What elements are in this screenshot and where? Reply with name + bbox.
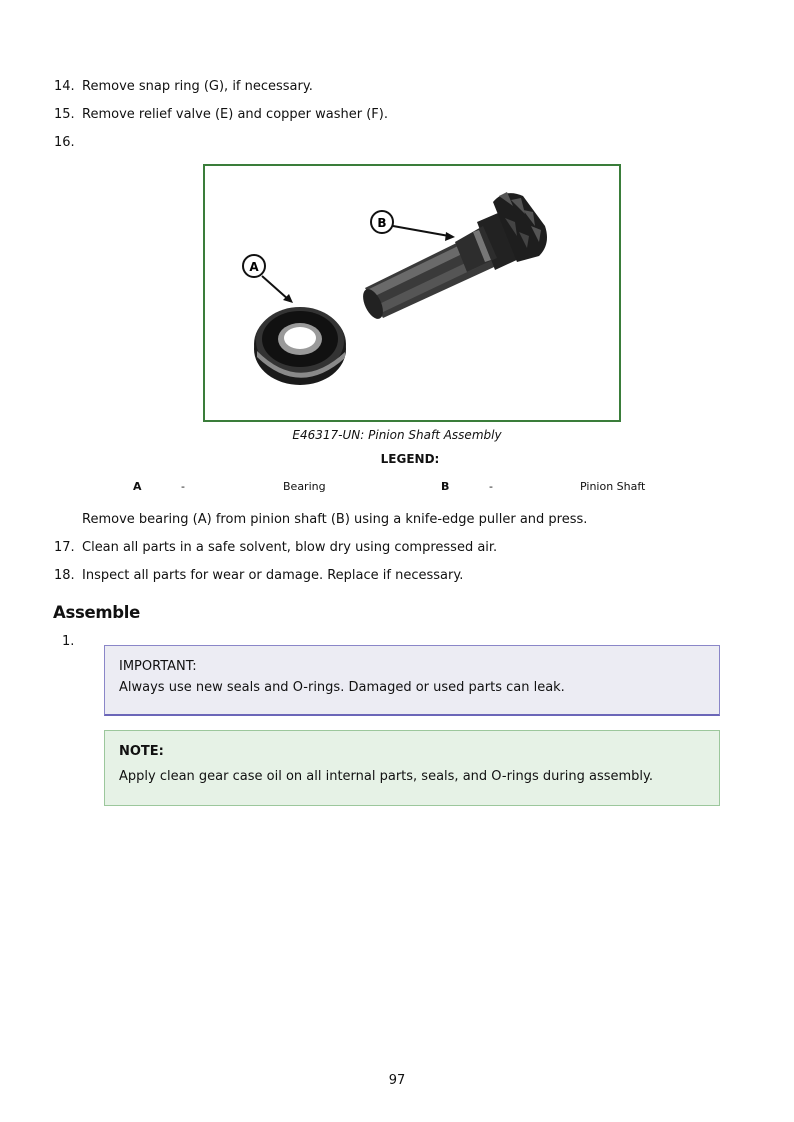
important-body: Always use new seals and O-rings. Damaged or used parts can leak. bbox=[119, 680, 565, 695]
legend-label-b: Pinion Shaft bbox=[580, 480, 646, 493]
step-number-14: 14. bbox=[54, 79, 75, 94]
legend-dash-b: - bbox=[489, 480, 493, 493]
important-title: IMPORTANT: bbox=[119, 659, 197, 674]
step-16-text: Remove bearing (A) from pinion shaft (B) using a knife-edge puller and press. bbox=[82, 512, 588, 527]
pinion-shaft-illustration bbox=[205, 166, 619, 420]
step-number-16: 16. bbox=[54, 135, 75, 150]
section-heading-assemble: Assemble bbox=[53, 603, 141, 622]
step-number-18: 18. bbox=[54, 568, 75, 583]
assemble-step-number-1: 1. bbox=[62, 634, 75, 649]
figure-caption: E46317-UN: Pinion Shaft Assembly bbox=[292, 428, 502, 442]
note-title: NOTE: bbox=[119, 744, 164, 759]
callout-b-arrow bbox=[393, 226, 449, 236]
legend-key-a: A bbox=[133, 480, 142, 493]
callout-a-label: A bbox=[249, 260, 259, 274]
important-callout bbox=[104, 645, 720, 716]
note-callout bbox=[104, 730, 720, 806]
step-text-14: Remove snap ring (G), if necessary. bbox=[82, 79, 313, 94]
step-text-17: Clean all parts in a safe solvent, blow dry using compressed air. bbox=[82, 540, 498, 555]
legend-title: LEGEND: bbox=[380, 452, 440, 466]
page-number: 97 bbox=[388, 1073, 406, 1088]
step-text-18: Inspect all parts for wear or damage. Replace if necessary. bbox=[82, 568, 464, 583]
note-body: Apply clean gear case oil on all internal parts, seals, and O-rings during assembly. bbox=[119, 769, 654, 784]
callout-b-label: B bbox=[377, 216, 387, 230]
pinion-shaft-figure bbox=[203, 164, 621, 422]
callout-a-arrow bbox=[262, 276, 289, 300]
legend-dash-a: - bbox=[181, 480, 185, 493]
step-text-15: Remove relief valve (E) and copper washer (F). bbox=[82, 107, 388, 122]
legend-key-b: B bbox=[441, 480, 450, 493]
legend-label-a: Bearing bbox=[283, 480, 326, 493]
step-number-17: 17. bbox=[54, 540, 75, 555]
step-number-15: 15. bbox=[54, 107, 75, 122]
